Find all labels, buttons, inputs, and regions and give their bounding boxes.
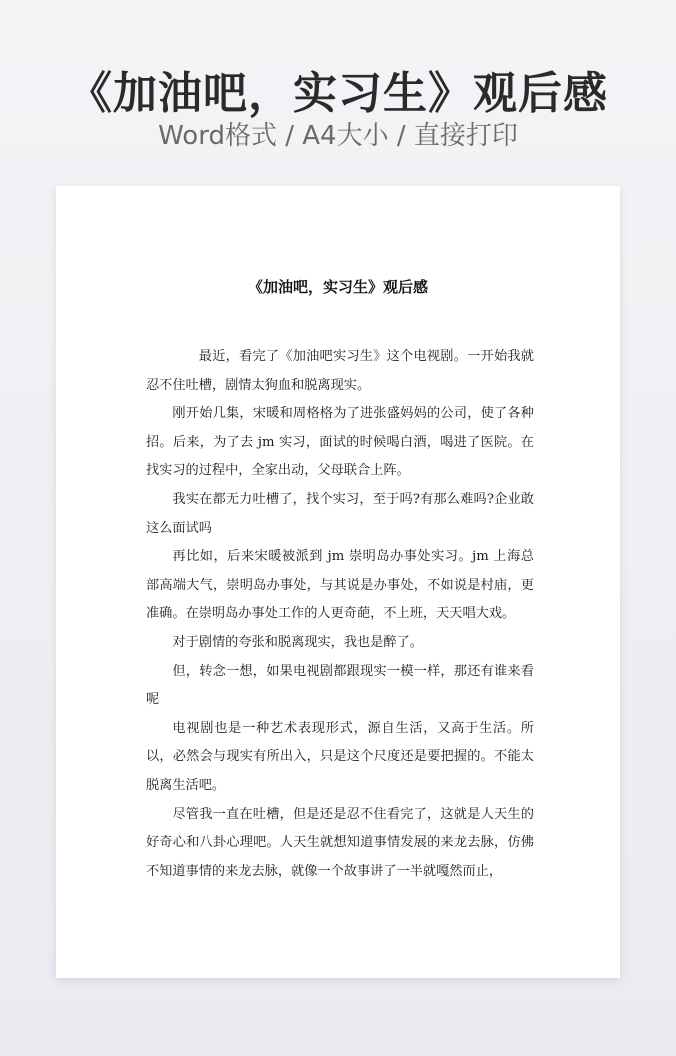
paragraph: 但，转念一想，如果电视剧都跟现实一模一样，那还有谁来看呢 bbox=[146, 663, 534, 708]
banner-title: 《加油吧，实习生》观后感 bbox=[68, 68, 608, 119]
document-title: 《加油吧，实习生》观后感 bbox=[247, 278, 428, 296]
paragraph: 我实在都无力吐槽了，找个实习，至于吗?有那么难吗?企业敢这么面试吗 bbox=[146, 491, 534, 536]
paragraph: 对于剧情的夸张和脱离现实，我也是醉了。 bbox=[172, 634, 423, 650]
paragraph: 电视剧也是一种艺术表现形式，源自生活，又高于生活。所以，必然会与现实有所出入，只是这个尺度还是要把握的。不能太脱离生活吧。 bbox=[146, 720, 534, 793]
paragraph: 最近，看完了《加油吧实习生》这个电视剧。一开始我就忍不住吐槽，剧情太狗血和脱离现实。 bbox=[146, 349, 534, 393]
paragraph: 尽管我一直在吐槽，但是还是忍不住看完了，这就是人天生的好奇心和八卦心理吧。人天生就想知道事情发展的来龙去脉，仿佛不知道事情的来龙去脉，就像一个故事讲了一半就嘎然而止， bbox=[146, 806, 534, 879]
document-page bbox=[56, 186, 620, 978]
paragraph: 刚开始几集，宋暖和周格格为了进张盛妈妈的公司，使了各种招。后来，为了去 jm 实习，面试的时候喝白酒，喝进了医院。在找实习的过程中，全家出动，父母联合上阵。 bbox=[146, 406, 534, 479]
banner-subtitle: Word格式 / A4大小 / 直接打印 bbox=[158, 121, 518, 151]
paragraph: 再比如，后来宋暖被派到 jm 崇明岛办事处实习。jm 上海总部高端大气，崇明岛办事处，与其说是办事处，不如说是村庙，更准确。在崇明岛办事处工作的人更奇葩，不上班，天天唱大戏。 bbox=[146, 549, 534, 622]
document-body bbox=[146, 343, 534, 886]
